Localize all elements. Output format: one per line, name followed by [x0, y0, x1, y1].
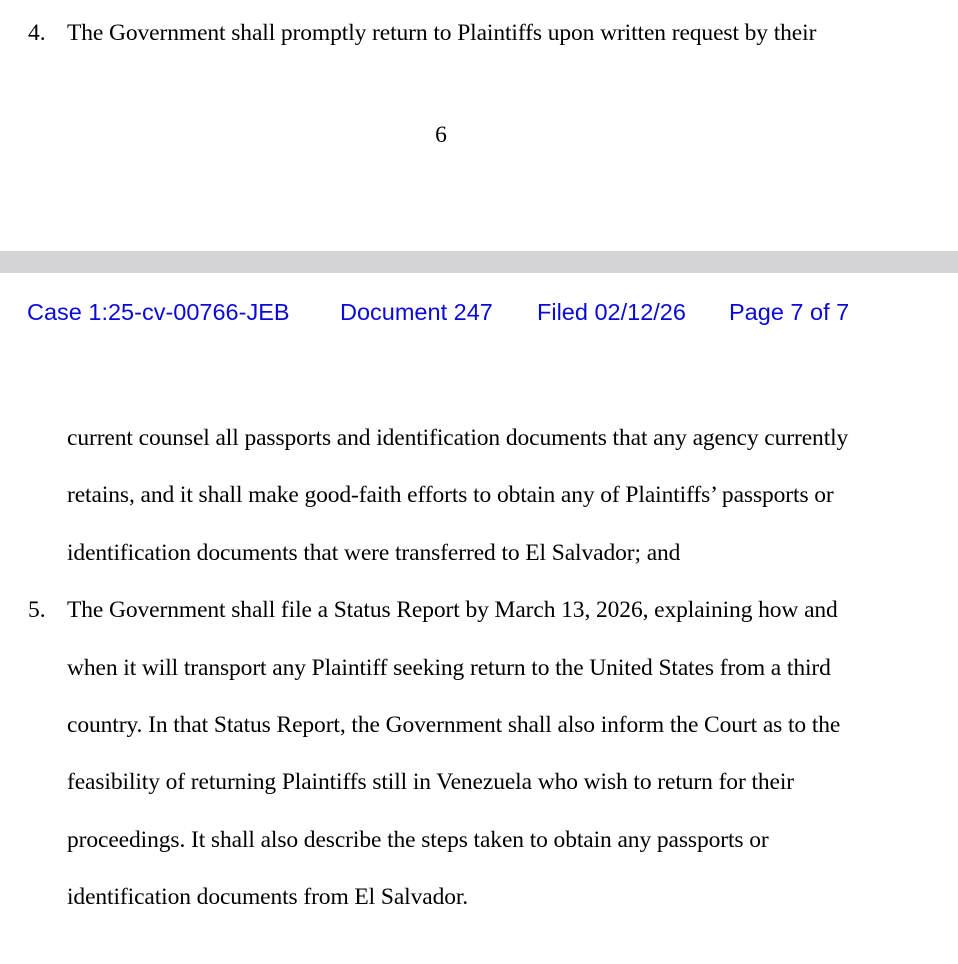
- page-separator: [0, 251, 958, 273]
- item-5-line: proceedings. It shall also describe the steps taken to obtain any passports or: [67, 827, 769, 853]
- item-4-continued-line: current counsel all passports and identification documents that any agency currently: [67, 425, 849, 451]
- case-header: [0, 297, 958, 327]
- item-5-line: when it will transport any Plaintiff seeking return to the United States from a third: [67, 655, 831, 681]
- item-4-continued-line: retains, and it shall make good-faith efforts to obtain any of Plaintiffs’ passports or: [67, 482, 834, 508]
- item-5-line: country. In that Status Report, the Government shall also inform the Court as to the: [67, 712, 841, 738]
- item-4-line-1: The Government shall promptly return to Plaintiffs upon written request by their: [67, 20, 817, 46]
- item-5-line: feasibility of returning Plaintiffs still in Venezuela who wish to return for their: [67, 769, 795, 795]
- filed-date: Filed 02/12/26: [537, 299, 686, 325]
- page-number: 6: [435, 122, 447, 148]
- case-number: Case 1:25-cv-00766-JEB: [27, 299, 290, 325]
- page-count: Page 7 of 7: [729, 299, 850, 325]
- item-5-line: identification documents from El Salvador.: [67, 884, 469, 910]
- previous-page-bottom: [0, 0, 958, 250]
- document-number: Document 247: [340, 299, 493, 325]
- item-5-number: 5.: [28, 597, 46, 623]
- item-4-continued-line: identification documents that were transferred to El Salvador; and: [67, 540, 681, 566]
- item-4-number: 4.: [28, 20, 46, 46]
- item-5-line: The Government shall file a Status Report by March 13, 2026, explaining how and: [67, 597, 838, 623]
